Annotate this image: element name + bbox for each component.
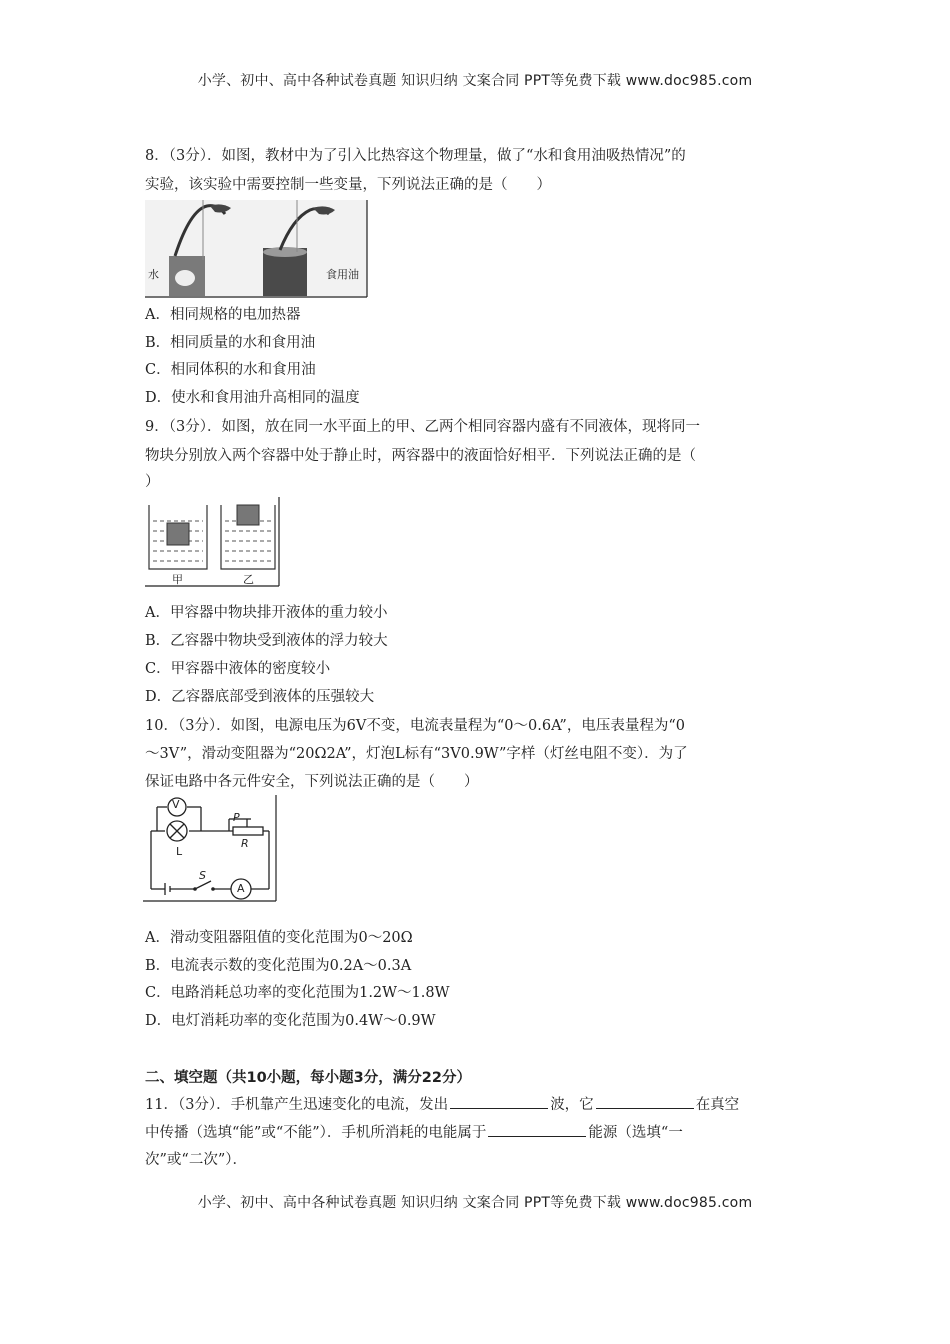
page-footer: 小学、初中、高中各种试卷真题 知识归纳 文案合同 PPT等免费下载 www.doc985.com bbox=[197, 1195, 753, 1211]
q8-option-a: A．相同规格的电加热器 bbox=[145, 307, 301, 323]
q10-option-b: B．电流表示数的变化范围为0.2A～0.3A bbox=[145, 958, 412, 974]
q8-line1: 8．（3分）．如图，教材中为了引入比热容这个物理量，做了“水和食用油吸热情况”的 bbox=[145, 148, 686, 164]
q8-label-oil: 食用油 bbox=[326, 268, 359, 281]
q9-option-c: C．甲容器中液体的密度较小 bbox=[145, 661, 331, 677]
q11-line1 bbox=[145, 1094, 739, 1115]
q8-line2: 实验，该实验中需要控制一些变量，下列说法正确的是（ ） bbox=[145, 177, 551, 193]
q10-option-d: D．电灯消耗功率的变化范围为0.4W～0.9W bbox=[145, 1013, 436, 1029]
q10-label-slider: P bbox=[233, 811, 240, 824]
q10-line1: 10．（3分）．如图，电源电压为6V不变，电流表量程为“0～0.6A”，电压表量程为“0 bbox=[145, 718, 685, 734]
q10-option-c: C．电路消耗总功率的变化范围为1.2W～1.8W bbox=[145, 985, 450, 1001]
q9-option-a: A．甲容器中物块排开液体的重力较小 bbox=[145, 605, 388, 621]
q10-label-ammeter: A bbox=[237, 882, 245, 895]
q10-label-switch: S bbox=[199, 869, 206, 882]
q9-figure-containers bbox=[145, 497, 281, 587]
q8-label-water: 水 bbox=[148, 268, 159, 281]
q11-line2-part-a: 中传播（选填“能”或“不能”）．手机所消耗的电能属于 bbox=[145, 1125, 487, 1141]
q11-blank-3[interactable] bbox=[488, 1122, 586, 1137]
q11-blank-2[interactable] bbox=[596, 1094, 694, 1109]
heating-experiment-photo bbox=[145, 200, 369, 298]
q10-line2: ～3V”，滑动变阻器为“20Ω2A”，灯泡L标有“3V0.9W”字样（灯丝电阻不变）．为了 bbox=[145, 746, 688, 762]
q8-option-d: D．使水和食用油升高相同的温度 bbox=[145, 390, 360, 406]
q11-line2 bbox=[145, 1122, 683, 1143]
q9-line2: 物块分别放入两个容器中处于静止时，两容器中的液面恰好相平．下列说法正确的是（ bbox=[145, 448, 696, 464]
q8-option-c: C．相同体积的水和食用油 bbox=[145, 362, 316, 378]
q10-option-a: A．滑动变阻器阻值的变化范围为0～20Ω bbox=[145, 930, 413, 946]
q9-line3: ） bbox=[145, 474, 160, 490]
q11-line1-part-c: 在真空 bbox=[695, 1097, 740, 1113]
q10-label-lamp: L bbox=[176, 845, 183, 858]
q11-blank-1[interactable] bbox=[450, 1094, 548, 1109]
q10-line3: 保证电路中各元件安全，下列说法正确的是（ ） bbox=[145, 774, 479, 790]
q10-label-rheostat: R bbox=[241, 837, 249, 850]
page-header: 小学、初中、高中各种试卷真题 知识归纳 文案合同 PPT等免费下载 www.doc985.com bbox=[197, 73, 753, 89]
q8-figure-heating bbox=[145, 200, 369, 298]
q11-line1-part-a: 11．（3分）．手机靠产生迅速变化的电流，发出 bbox=[145, 1097, 449, 1113]
q11-line1-part-b: 波，它 bbox=[550, 1097, 594, 1113]
q11-line2-part-b: 能源（选填“一 bbox=[588, 1125, 683, 1141]
q9-line1: 9．（3分）．如图，放在同一水平面上的甲、乙两个相同容器内盛有不同液体，现将同一 bbox=[145, 419, 700, 435]
q11-line3: 次”或“二次”）． bbox=[145, 1152, 247, 1168]
q9-label-jia: 甲 bbox=[172, 573, 183, 586]
q9-option-d: D．乙容器底部受到液体的压强较大 bbox=[145, 689, 375, 705]
q9-label-yi: 乙 bbox=[243, 573, 254, 586]
containers-diagram bbox=[145, 497, 281, 587]
section-fill-in-title: 二、填空题（共10小题，每小题3分，满分22分） bbox=[145, 1070, 471, 1086]
q10-figure-circuit bbox=[143, 795, 279, 903]
q9-option-b: B．乙容器中物块受到液体的浮力较大 bbox=[145, 633, 388, 649]
q8-option-b: B．相同质量的水和食用油 bbox=[145, 335, 316, 351]
circuit-diagram bbox=[143, 795, 279, 903]
q10-label-voltmeter: V bbox=[172, 798, 180, 811]
